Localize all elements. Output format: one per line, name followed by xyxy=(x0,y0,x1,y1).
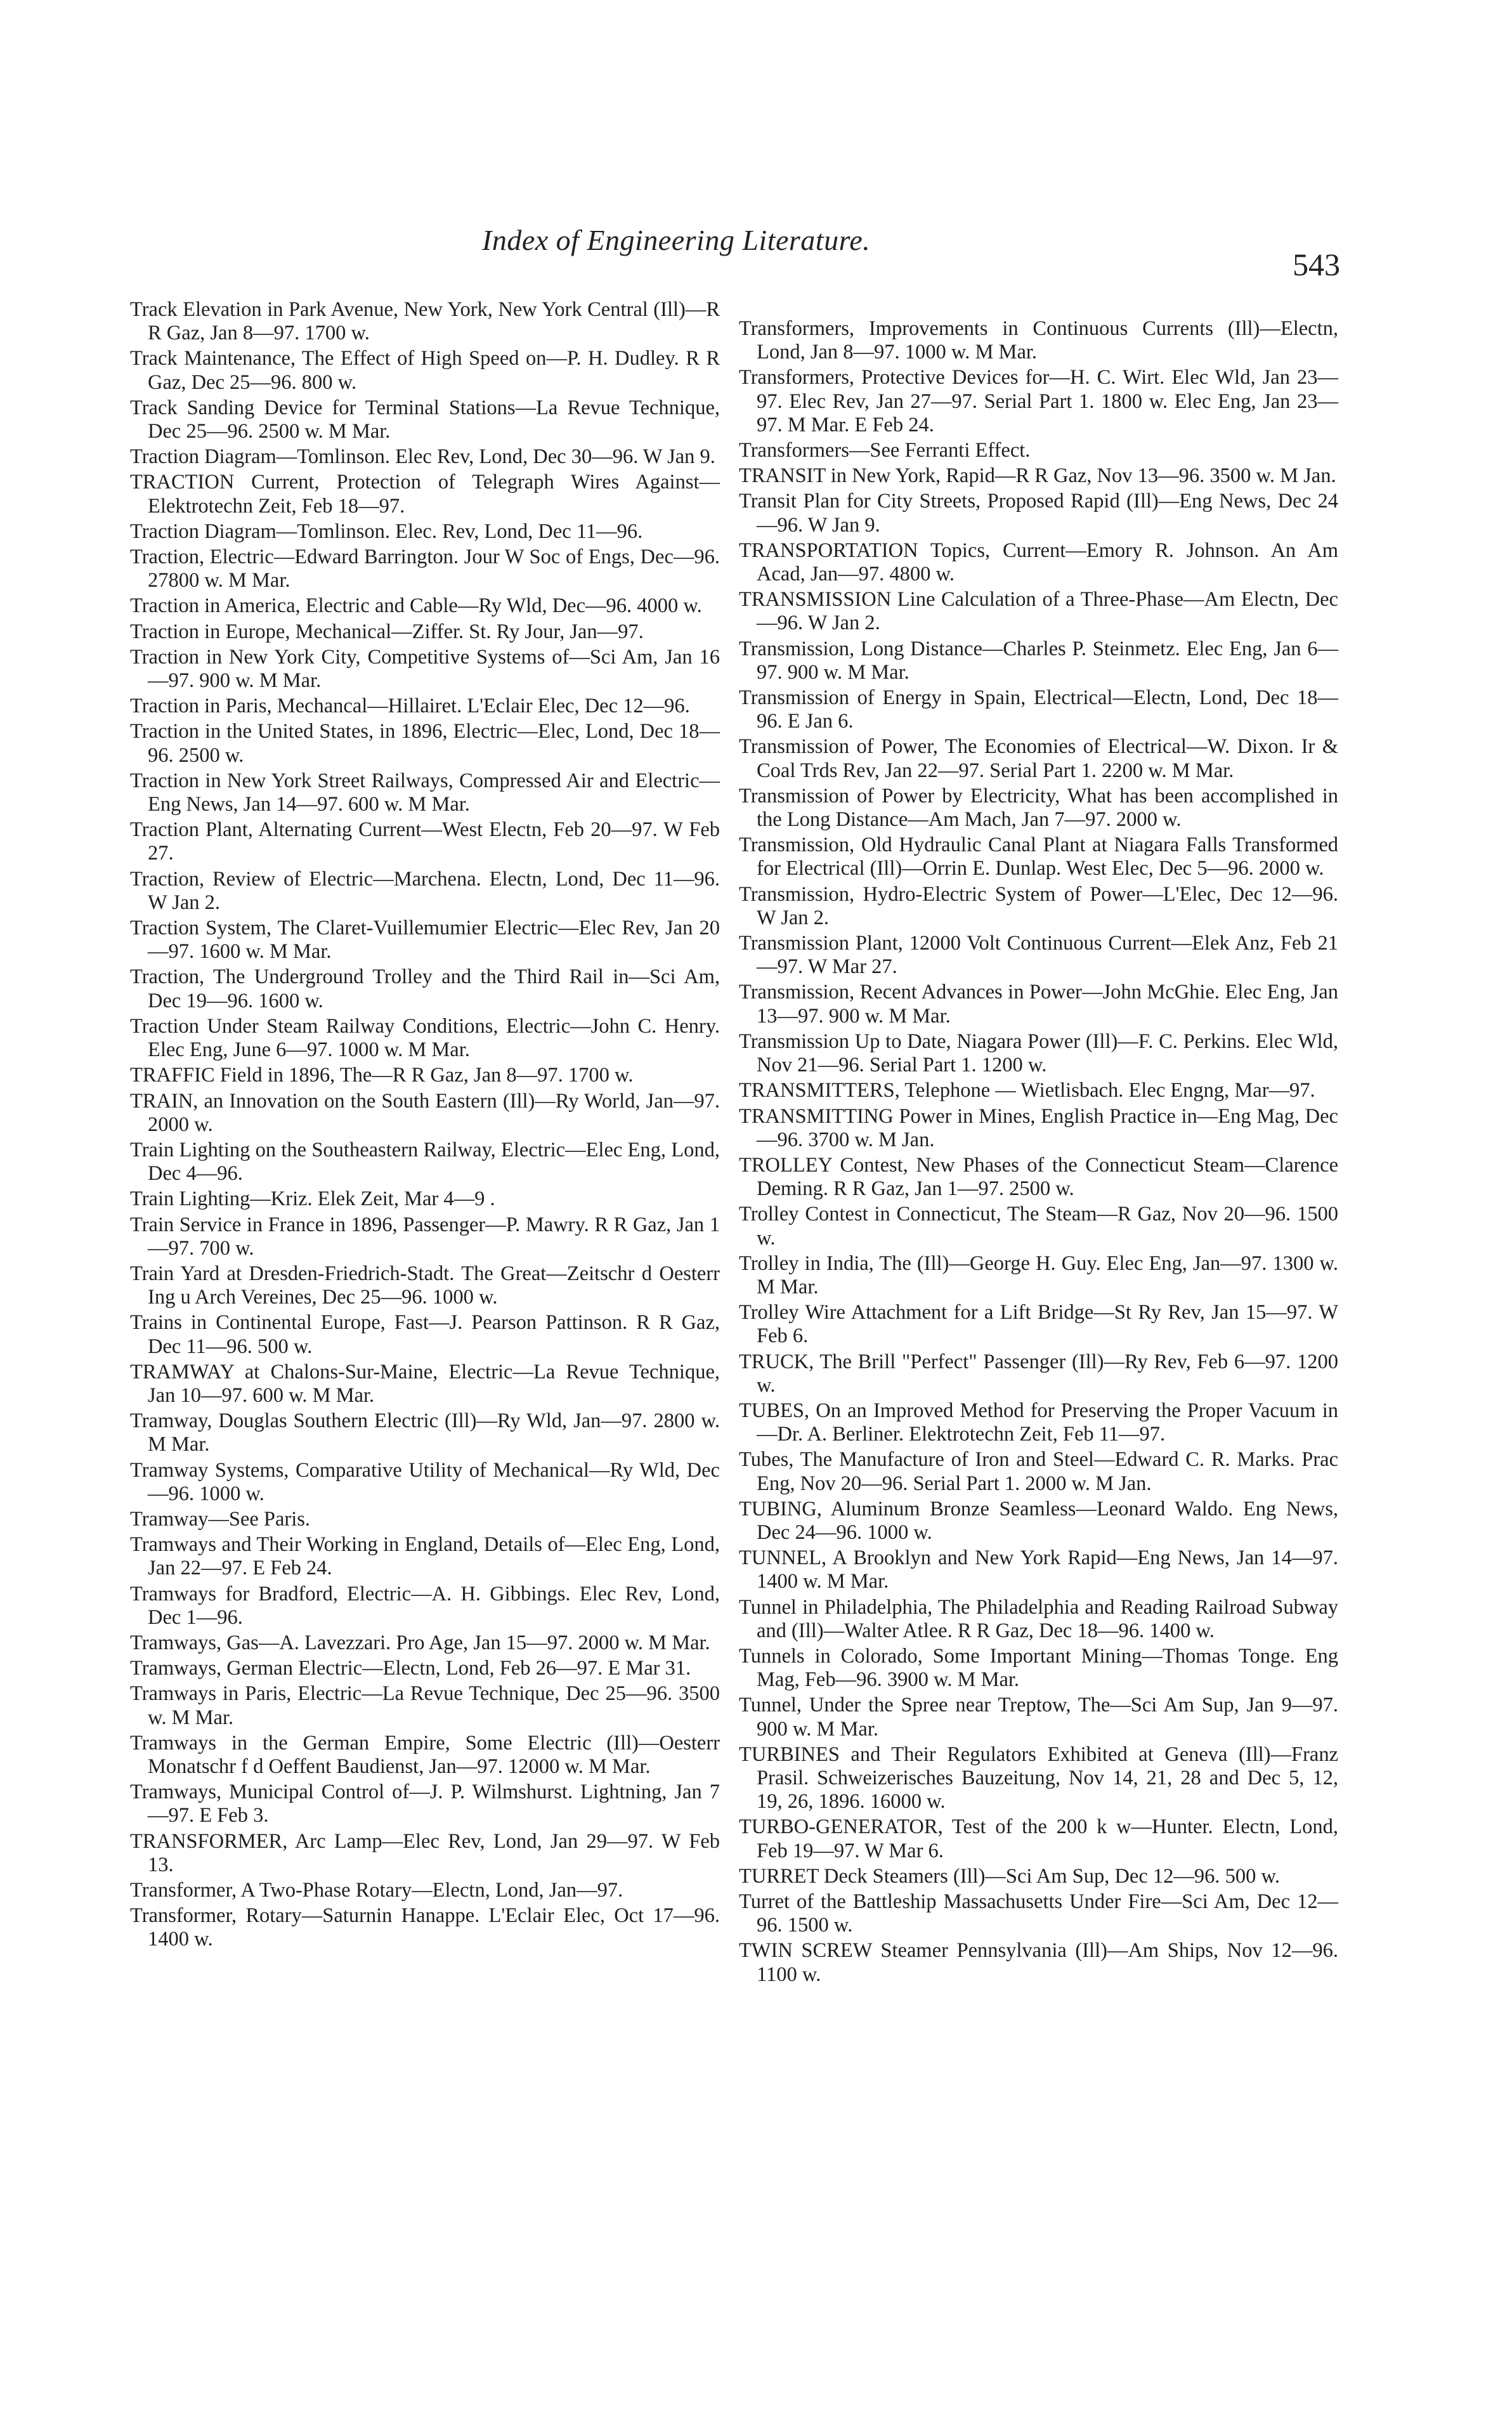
index-entry: Tunnel in Philadelphia, The Philadelphia and Reading Railroad Subway and (Ill)—Walter Atlee. R R Gaz, Dec 18—96. 1400 w. xyxy=(739,1595,1338,1642)
index-entry: Turret of the Battleship Massachusetts Under Fire—Sci Am, Dec 12—96. 1500 w. xyxy=(739,1890,1338,1937)
index-entry: Traction Diagram—Tomlinson. Elec Rev, Lond, Dec 30—96. W Jan 9. xyxy=(130,445,715,469)
page-number: 543 xyxy=(1293,247,1340,282)
index-entry: Traction in America, Electric and Cable—Ry Wld, Dec—96. 4000 w. xyxy=(130,594,702,618)
index-entry: Tramway Systems, Comparative Utility of Mechanical—Ry Wld, Dec—96. 1000 w. xyxy=(130,1458,720,1505)
index-entry: Tramway, Douglas Southern Electric (Ill)—Ry Wld, Jan—97. 2800 w. M Mar. xyxy=(130,1409,720,1456)
index-entry: Transmission of Power by Electricity, What has been accomplished in the Long Distance—Am Mach, Jan 7—97. 2000 w. xyxy=(739,784,1338,832)
index-entry: Track Maintenance, The Effect of High Speed on—P. H. Dudley. R R Gaz, Dec 25—96. 800 w. xyxy=(130,347,720,394)
index-entry: Transformers—See Ferranti Effect. xyxy=(739,439,1031,462)
index-entry: Traction in Paris, Mechancal—Hillairet. L'Eclair Elec, Dec 12—96. xyxy=(130,695,690,718)
index-entry: Tunnel, Under the Spree near Treptow, The—Sci Am Sup, Jan 9—97. 900 w. M Mar. xyxy=(739,1694,1338,1741)
index-entry: Transmission, Hydro-Electric System of Power—L'Elec, Dec 12—96. W Jan 2. xyxy=(739,882,1338,929)
index-entry: Tramways, Gas—A. Lavezzari. Pro Age, Jan 15—97. 2000 w. M Mar. xyxy=(130,1631,710,1654)
index-entry: TRANSMISSION Line Calculation of a Three-Phase—Am Electn, Dec—96. W Jan 2. xyxy=(739,588,1338,635)
running-title: Index of Engineering Literature. xyxy=(482,224,871,256)
index-entry: Tramways, German Electric—Electn, Lond, Feb 26—97. E Mar 31. xyxy=(130,1657,691,1680)
index-entry: Train Yard at Dresden-Friedrich-Stadt. The Great—Zeitschr d Oesterr Ing u Arch Vereines, Dec 25—96. 1000 w. xyxy=(130,1262,720,1309)
index-entry: Tramways in Paris, Electric—La Revue Technique, Dec 25—96. 3500 w. M Mar. xyxy=(130,1682,720,1729)
index-entry: TRACTION Current, Protection of Telegraph Wires Against—Elektrotechn Zeit, Feb 18—97. xyxy=(130,471,720,518)
index-entry: Trains in Continental Europe, Fast—J. Pearson Pattinson. R R Gaz, Dec 11—96. 500 w. xyxy=(130,1311,720,1358)
index-entry: TRANSFORMER, Arc Lamp—Elec Rev, Lond, Jan 29—97. W Feb 13. xyxy=(130,1829,720,1876)
index-entry: Train Service in France in 1896, Passenger—P. Mawry. R R Gaz, Jan 1—97. 700 w. xyxy=(130,1213,720,1260)
index-entry: TRUCK, The Brill "Perfect" Passenger (Ill)—Ry Rev, Feb 6—97. 1200 w. xyxy=(739,1350,1338,1397)
index-entry: Traction, Electric—Edward Barrington. Jour W Soc of Engs, Dec—96. 27800 w. M Mar. xyxy=(130,546,720,592)
index-entry: Traction in New York City, Competitive Systems of—Sci Am, Jan 16—97. 900 w. M Mar. xyxy=(130,645,720,693)
index-entry: Transmission Up to Date, Niagara Power (Ill)—F. C. Perkins. Elec Wld, Nov 21—96. Serial Part 1. 1200 w. xyxy=(739,1029,1338,1077)
index-entry: Tramways for Bradford, Electric—A. H. Gibbings. Elec Rev, Lond, Dec 1—96. xyxy=(130,1582,720,1629)
right-column xyxy=(739,317,1338,1989)
index-entry: TRANSMITTING Power in Mines, English Practice in—Eng Mag, Dec—96. 3700 w. M Jan. xyxy=(739,1104,1338,1151)
index-entry: Transformers, Protective Devices for—H. C. Wirt. Elec Wld, Jan 23—97. Elec Rev, Jan 27—97. Serial Part 1. 1800 w. Elec Eng, Jan 23—97. M Mar. E Feb 24. xyxy=(739,366,1338,436)
index-entry: Transformers, Improvements in Continuous Currents (Ill)—Electn, Lond, Jan 8—97. 1000 w. M Mar. xyxy=(739,317,1338,364)
index-entry: Track Elevation in Park Avenue, New York, New York Central (Ill)—R R Gaz, Jan 8—97. 1700 w. xyxy=(130,298,720,345)
index-entry: TUNNEL, A Brooklyn and New York Rapid—Eng News, Jan 14—97. 1400 w. M Mar. xyxy=(739,1546,1338,1593)
index-entry: Tramway—See Paris. xyxy=(130,1507,311,1531)
index-entry: Transmission Plant, 12000 Volt Continuous Current—Elek Anz, Feb 21—97. W Mar 27. xyxy=(739,932,1338,979)
index-entry: Train Lighting—Kriz. Elek Zeit, Mar 4—9 . xyxy=(130,1187,495,1211)
index-entry: TURBINES and Their Regulators Exhibited at Geneva (Ill)—Franz Prasil. Schweizerisches Bauzeitung, Nov 14, 21, 28 and Dec 5, 12, 19, 26, 1896. 16000 w. xyxy=(739,1742,1338,1813)
index-entry: Tramways, Municipal Control of—J. P. Wilmshurst. Lightning, Jan 7—97. E Feb 3. xyxy=(130,1781,720,1827)
index-entry: Tunnels in Colorado, Some Important Mining—Thomas Tonge. Eng Mag, Feb—96. 3900 w. M Mar. xyxy=(739,1644,1338,1692)
index-entry: Tramways in the German Empire, Some Electric (Ill)—Oesterr Monatschr f d Oeffent Baudienst, Jan—97. 12000 w. M Mar. xyxy=(130,1731,720,1778)
index-entry: TRAFFIC Field in 1896, The—R R Gaz, Jan 8—97. 1700 w. xyxy=(130,1064,634,1087)
index-entry: Traction, The Underground Trolley and the Third Rail in—Sci Am, Dec 19—96. 1600 w. xyxy=(130,965,720,1012)
index-entry: TRAIN, an Innovation on the South Eastern (Ill)—Ry World, Jan—97. 2000 w. xyxy=(130,1089,720,1136)
index-entry: Traction Diagram—Tomlinson. Elec. Rev, Lond, Dec 11—96. xyxy=(130,520,643,543)
index-entry: Tubes, The Manufacture of Iron and Steel—Edward C. R. Marks. Prac Eng, Nov 20—96. Serial Part 1. 2000 w. M Jan. xyxy=(739,1448,1338,1495)
index-entry: TRANSMITTERS, Telephone — Wietlisbach. Elec Engng, Mar—97. xyxy=(739,1079,1315,1102)
index-entry: Transformer, Rotary—Saturnin Hanappe. L'Eclair Elec, Oct 17—96. 1400 w. xyxy=(130,1904,720,1951)
index-entry: Trolley in India, The (Ill)—George H. Guy. Elec Eng, Jan—97. 1300 w. M Mar. xyxy=(739,1251,1338,1298)
index-entry: Traction Under Steam Railway Conditions, Electric—John C. Henry. Elec Eng, June 6—97. 1000 w. M Mar. xyxy=(130,1014,720,1062)
index-entry: Transformer, A Two-Phase Rotary—Electn, Lond, Jan—97. xyxy=(130,1879,623,1902)
index-entry: Traction in the United States, in 1896, Electric—Elec, Lond, Dec 18—96. 2500 w. xyxy=(130,720,720,767)
index-entry: TURRET Deck Steamers (Ill)—Sci Am Sup, Dec 12—96. 500 w. xyxy=(739,1864,1281,1888)
index-entry: TRANSPORTATION Topics, Current—Emory R. Johnson. An Am Acad, Jan—97. 4800 w. xyxy=(739,539,1338,586)
left-column xyxy=(130,298,720,1954)
index-entry: TURBO-GENERATOR, Test of the 200 k w—Hunter. Electn, Lond, Feb 19—97. W Mar 6. xyxy=(739,1815,1338,1862)
index-entry: Traction Plant, Alternating Current—West Electn, Feb 20—97. W Feb 27. xyxy=(130,818,720,865)
index-entry: Traction, Review of Electric—Marchena. Electn, Lond, Dec 11—96. W Jan 2. xyxy=(130,867,720,914)
index-entry: Transmission, Recent Advances in Power—John McGhie. Elec Eng, Jan 13—97. 900 w. M Mar. xyxy=(739,981,1338,1028)
index-entry: TRANSIT in New York, Rapid—R R Gaz, Nov 13—96. 3500 w. M Jan. xyxy=(739,464,1336,488)
index-entry: Traction System, The Claret-Vuillemumier Electric—Elec Rev, Jan 20—97. 1600 w. M Mar. xyxy=(130,917,720,964)
index-entry: TWIN SCREW Steamer Pennsylvania (Ill)—Am Ships, Nov 12—96. 1100 w. xyxy=(739,1939,1338,1986)
index-entry: TRAMWAY at Chalons-Sur-Maine, Electric—La Revue Technique, Jan 10—97. 600 w. M Mar. xyxy=(130,1360,720,1407)
index-entry: TROLLEY Contest, New Phases of the Connecticut Steam—Clarence Deming. R R Gaz, Jan 1—97. 2500 w. xyxy=(739,1153,1338,1201)
index-entry: Traction in Europe, Mechanical—Ziffer. St. Ry Jour, Jan—97. xyxy=(130,620,644,643)
index-entry: Transmission of Power, The Economies of Electrical—W. Dixon. Ir & Coal Trds Rev, Jan 22—97. Serial Part 1. 2200 w. M Mar. xyxy=(739,735,1338,782)
index-entry: TUBES, On an Improved Method for Preserving the Proper Vacuum in—Dr. A. Berliner. Elektrotechn Zeit, Feb 11—97. xyxy=(739,1399,1338,1446)
index-entry: Transmission, Long Distance—Charles P. Steinmetz. Elec Eng, Jan 6—97. 900 w. M Mar. xyxy=(739,637,1338,684)
index-entry: Track Sanding Device for Terminal Stations—La Revue Technique, Dec 25—96. 2500 w. M Mar. xyxy=(130,396,720,443)
index-entry: Transit Plan for City Streets, Proposed Rapid (Ill)—Eng News, Dec 24—96. W Jan 9. xyxy=(739,490,1338,537)
index-entry: Trolley Wire Attachment for a Lift Bridge—St Ry Rev, Jan 15—97. W Feb 6. xyxy=(739,1301,1338,1348)
index-entry: Traction in New York Street Railways, Compressed Air and Electric—Eng News, Jan 14—97. 600 w. M Mar. xyxy=(130,769,720,816)
index-entry: Tramways and Their Working in England, Details of—Elec Eng, Lond, Jan 22—97. E Feb 24. xyxy=(130,1533,720,1580)
index-entry: Trolley Contest in Connecticut, The Steam—R Gaz, Nov 20—96. 1500 w. xyxy=(739,1203,1338,1250)
index-entry: Transmission of Energy in Spain, Electrical—Electn, Lond, Dec 18—96. E Jan 6. xyxy=(739,686,1338,733)
index-entry: TUBING, Aluminum Bronze Seamless—Leonard Waldo. Eng News, Dec 24—96. 1000 w. xyxy=(739,1497,1338,1544)
index-entry: Train Lighting on the Southeastern Railway, Electric—Elec Eng, Lond, Dec 4—96. xyxy=(130,1138,720,1186)
index-entry: Transmission, Old Hydraulic Canal Plant at Niagara Falls Transformed for Electrical (Ill)—Orrin E. Dunlap. West Elec, Dec 5—96. 2000 w. xyxy=(739,833,1338,880)
